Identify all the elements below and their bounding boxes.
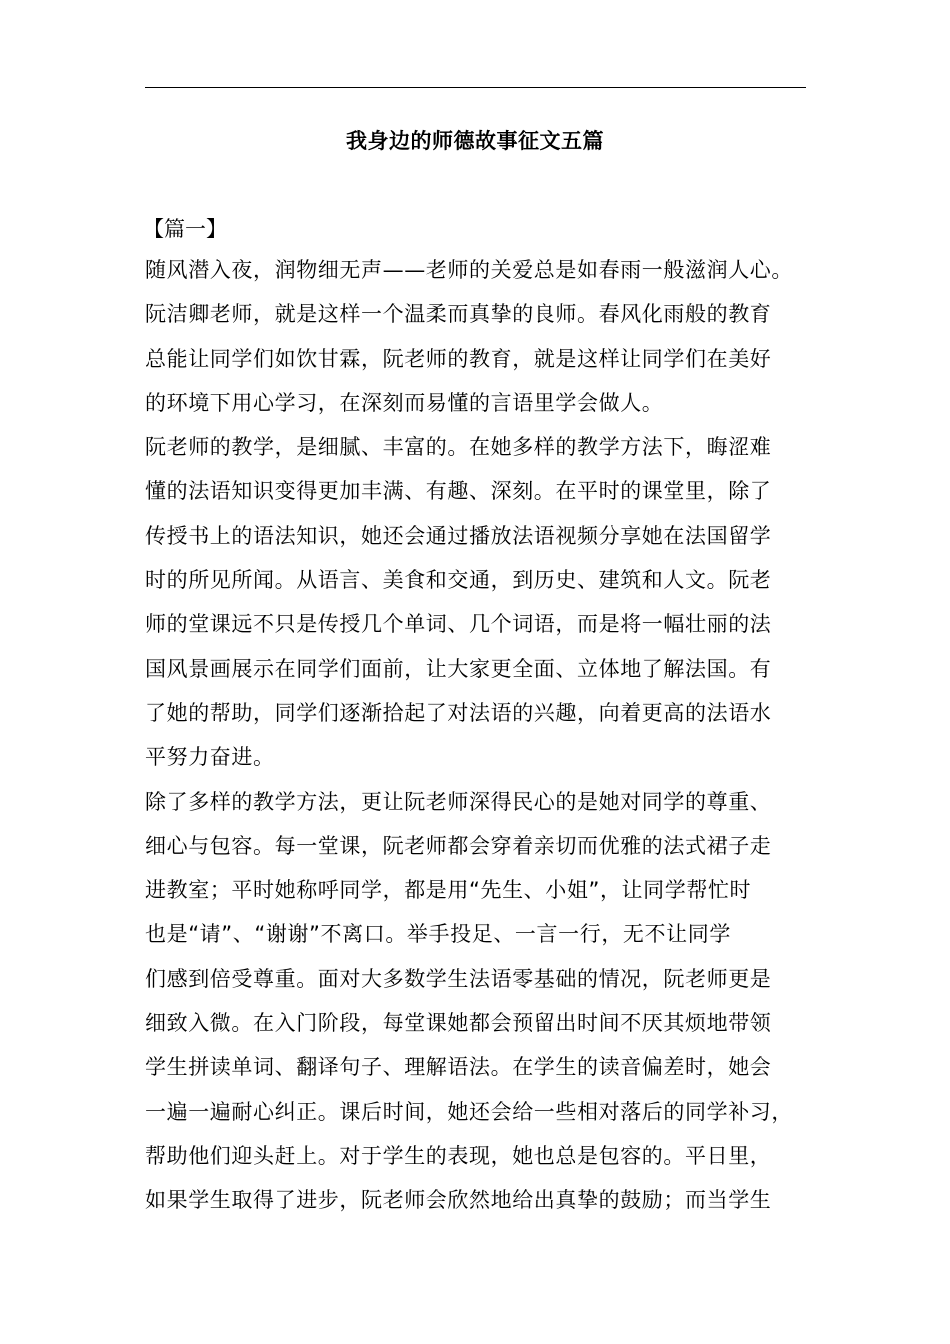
text-line: 阮老师的教学，是细腻、丰富的。在她多样的教学方法下，晦涩难 (145, 435, 772, 460)
document-title: 我身边的师德故事征文五篇 (346, 129, 604, 153)
text-line: 师的堂课远不只是传授几个单词、几个词语，而是将一幅壮丽的法 (145, 612, 772, 637)
text-line: 如果学生取得了进步，阮老师会欣然地给出真挚的鼓励；而当学生 (145, 1188, 772, 1213)
text-line: 传授书上的语法知识，她还会通过播放法语视频分享她在法国留学 (145, 523, 772, 548)
text-line: 们感到倍受尊重。面对大多数学生法语零基础的情况，阮老师更是 (145, 966, 772, 991)
document-body (145, 255, 825, 1230)
text-line: 一遍一遍耐心纠正。课后时间，她还会给一些相对落后的同学补习， (145, 1099, 793, 1124)
text-line: 的环境下用心学习，在深刻而易懂的言语里学会做人。 (145, 390, 664, 415)
text-line: 懂的法语知识变得更加丰满、有趣、深刻。在平时的课堂里，除了 (145, 479, 772, 504)
text-line: 也是“请”、“谢谢”不离口。举手投足、一言一行，无不让同学 (145, 922, 731, 947)
text-line: 总能让同学们如饮甘霖，阮老师的教育，就是这样让同学们在美好 (145, 346, 772, 371)
text-line: 了她的帮助，同学们逐渐拾起了对法语的兴趣，向着更高的法语水 (145, 700, 772, 725)
text-line: 国风景画展示在同学们面前，让大家更全面、立体地了解法国。有 (145, 656, 772, 681)
text-line: 除了多样的教学方法，更让阮老师深得民心的是她对同学的尊重、 (145, 789, 772, 814)
section-label: 【篇一】 (143, 217, 227, 241)
text-line: 阮洁卿老师，就是这样一个温柔而真挚的良师。春风化雨般的教育 (145, 302, 772, 327)
text-line: 学生拼读单词、翻译句子、理解语法。在学生的读音偏差时，她会 (145, 1055, 772, 1080)
text-line: 时的所见所闻。从语言、美食和交通，到历史、建筑和人文。阮老 (145, 568, 772, 593)
text-line: 帮助他们迎头赶上。对于学生的表现，她也总是包容的。平日里， (145, 1143, 772, 1168)
text-line: 随风潜入夜，润物细无声——老师的关爱总是如春雨一般滋润人心。 (145, 258, 793, 282)
text-line: 平努力奋进。 (145, 745, 275, 770)
text-line: 细致入微。在入门阶段，每堂课她都会预留出时间不厌其烦地带领 (145, 1011, 772, 1036)
text-line: 进教室；平时她称呼同学，都是用“先生、小姐”，让同学帮忙时 (145, 878, 752, 903)
text-line: 细心与包容。每一堂课，阮老师都会穿着亲切而优雅的法式裙子走 (145, 833, 772, 858)
header-rule (145, 87, 806, 88)
